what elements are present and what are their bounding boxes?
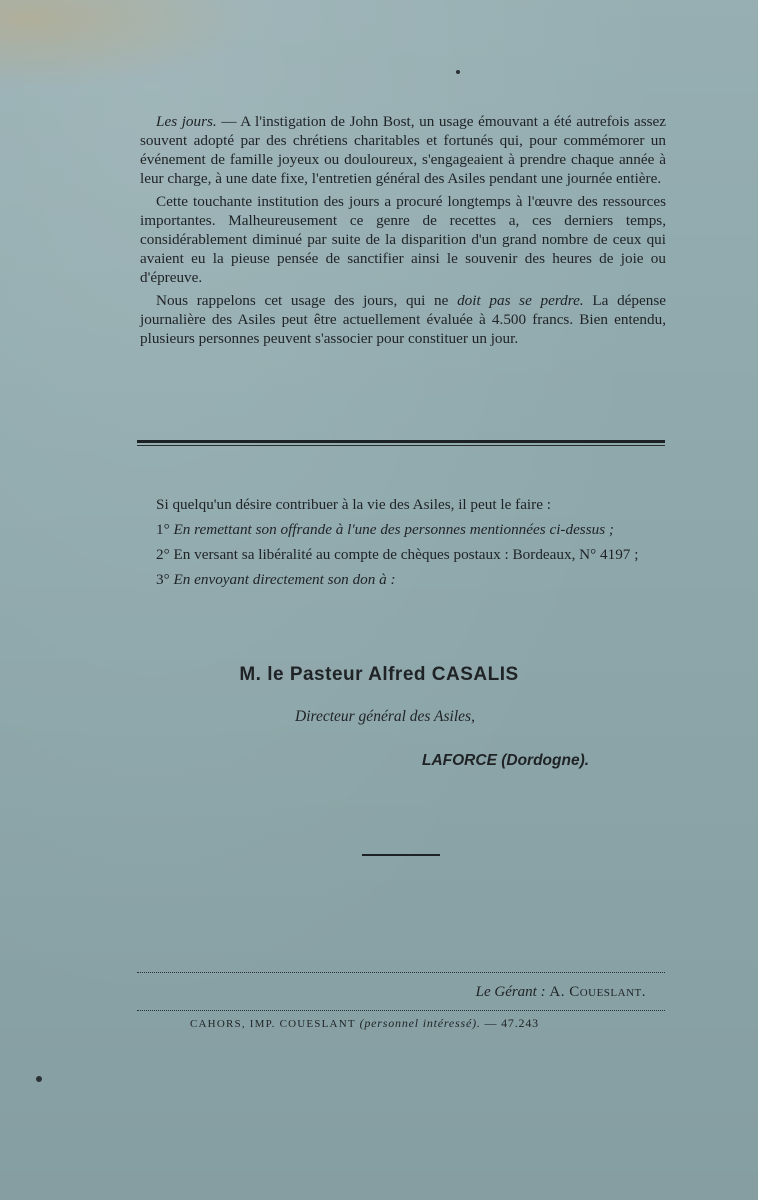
short-divider	[362, 854, 440, 856]
paper-speck	[36, 1076, 42, 1082]
printer-note: (personnel intéressé).	[359, 1016, 481, 1030]
gerant-label: Le Gérant :	[475, 984, 546, 1000]
contribution-item-2	[140, 545, 666, 564]
printer-imprint	[190, 1016, 539, 1031]
contact-title: Directeur général des Asiles,	[295, 708, 475, 725]
dotted-rule-top	[137, 972, 665, 973]
item-text: En versant sa libéralité au compte de chèques postaux : Bordeaux, N° 4197 ;	[173, 546, 639, 563]
section-heading: Les jours.	[156, 113, 217, 130]
paragraph-institution: Cette touchante institution des jours a procuré longtemps à l'œuvre des ressources importantes. Malheureusement ce genre de recettes a, ces derniers temps, considérablement diminué par suite de la disparition d'un grand nombre de ceux qui avaient eu la pieuse pensée de sanctifier ainsi le souvenir des heures de joie ou d'épreuve.	[140, 193, 666, 286]
double-rule-thin	[137, 445, 665, 446]
paragraph-text: Nous rappelons cet usage des jours, qui ne	[156, 292, 458, 309]
paragraph-text: La dépense journalière des Asiles peut être actuellement évaluée à 4.500 francs. Bien entendu, plusieurs personnes peuvent s'associer pour constituer un jour.	[140, 292, 666, 347]
section-jours	[140, 112, 666, 348]
gerant-name: A. Coueslant.	[549, 984, 646, 1000]
contact-place: LAFORCE (Dordogne).	[422, 752, 590, 769]
contribution-item-1	[140, 520, 666, 539]
printer-number: — 47.243	[484, 1016, 539, 1030]
item-number: 3°	[156, 571, 170, 588]
paragraph-text: — A l'instigation de John Bost, un usage émouvant a été autrefois assez souvent adopté par des chrétiens charitables et fortunés qui, pour commémorer un événement de famille joyeux ou douloureux, s'engageaient à prendre chaque année à leur charge, à une date fixe, l'entretien général des Asiles pendant une journée entière.	[140, 113, 667, 187]
item-text: En envoyant directement son don à :	[173, 571, 396, 588]
item-number: 2°	[156, 546, 170, 563]
section-contribution	[140, 495, 666, 595]
contribution-intro: Si quelqu'un désire contribuer à la vie des Asiles, il peut le faire :	[156, 496, 551, 513]
contact-name: M. le Pasteur Alfred CASALIS	[239, 664, 519, 685]
dotted-rule-bottom	[137, 1010, 665, 1011]
paragraph-rappel	[140, 291, 666, 348]
double-rule-thick	[137, 440, 665, 443]
paper-speck	[456, 70, 460, 74]
paragraph-jours-intro	[140, 112, 666, 188]
emphasis-text: doit pas se perdre.	[457, 292, 584, 309]
gerant-line	[476, 984, 646, 1001]
item-number: 1°	[156, 521, 170, 538]
item-text: En remettant son offrande à l'une des personnes mentionnées ci-dessus ;	[173, 521, 614, 538]
paper-stain	[0, 0, 260, 90]
contribution-item-3	[140, 570, 666, 589]
printer-name: CAHORS, IMP. COUESLANT	[190, 1018, 356, 1030]
